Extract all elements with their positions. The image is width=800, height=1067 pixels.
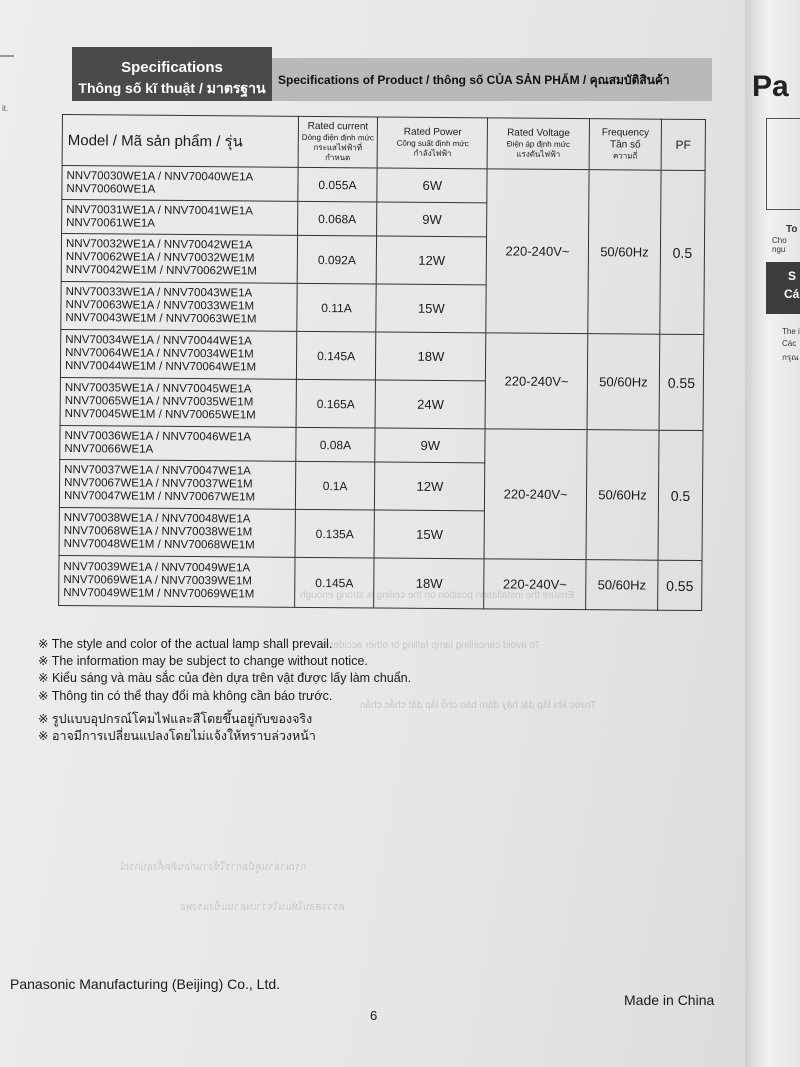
voltage-cell: 220-240V~	[486, 169, 589, 334]
side-text: Cho ngu	[772, 236, 787, 254]
current-cell: 0.092A	[297, 235, 377, 284]
model-cell: NNV70035WE1A / NNV70045WE1A NNV70065WE1A / NNV70035WE1M NNV70045WE1M / NNV70065WE1M	[60, 377, 296, 427]
brand-fragment: Pa	[752, 70, 789, 103]
power-cell: 18W	[374, 558, 484, 609]
table-header-row	[62, 115, 705, 171]
adjacent-box	[766, 118, 800, 210]
side-text: Cá	[784, 287, 800, 301]
country-of-origin: Made in China	[624, 992, 715, 1008]
table-row	[60, 425, 703, 464]
section-title-block	[72, 47, 272, 101]
side-text: The i	[782, 327, 800, 336]
model-cell: NNV70034WE1A / NNV70044WE1A NNV70064WE1A / NNV70034WE1M NNV70044WE1M / NNV70064WE1M	[60, 329, 296, 379]
model-cell: NNV70038WE1A / NNV70048WE1A NNV70068WE1A / NNV70038WE1M NNV70048WE1M / NNV70068WE1M	[59, 507, 295, 557]
model-cell: NNV70036WE1A / NNV70046WE1A NNV70066WE1A	[60, 425, 296, 461]
model-cell: NNV70033WE1A / NNV70043WE1A NNV70063WE1A / NNV70033WE1M NNV70043WE1M / NNV70063WE1M	[61, 281, 297, 331]
side-text: To	[786, 224, 798, 235]
model-cell: NNV70030WE1A / NNV70040WE1A NNV70060WE1A	[62, 166, 298, 202]
table-row	[62, 166, 705, 205]
current-cell: 0.145A	[296, 331, 376, 380]
side-text: กรุณ	[782, 353, 799, 362]
note: ※ Thông tin có thể thay đổi mà không cần báo trước.	[38, 688, 333, 703]
power-cell: 18W	[376, 332, 486, 381]
voltage-cell: 220-240V~	[484, 559, 586, 610]
power-cell: 9W	[375, 428, 485, 463]
frequency-cell: 50/60Hz	[588, 170, 661, 335]
pf-cell: 0.5	[660, 170, 705, 334]
power-cell: 9W	[377, 202, 487, 237]
col-model: Model / Mã sản phẩm / รุ่น	[62, 115, 298, 168]
bleed-through: ตรวจสอบให้แน่ใจว่าเพดานแข็งแรงพอ	[180, 902, 345, 913]
pf-cell: 0.55	[658, 560, 702, 610]
spec-table	[58, 114, 706, 611]
frequency-cell: 50/60Hz	[586, 430, 659, 561]
current-cell: 0.068A	[297, 201, 377, 236]
note: ※ อาจมีการเปลี่ยนแปลงโดยไม่แจ้งให้ทราบล่วงหน้า	[38, 729, 316, 744]
subtitle-band	[272, 58, 712, 101]
current-cell: 0.11A	[296, 283, 376, 332]
col-power: Rated Power Công suất định mức กำลังไฟฟ้า	[378, 117, 488, 169]
left-edge-fragment: it.	[2, 104, 9, 113]
current-cell: 0.135A	[295, 509, 375, 558]
col-voltage: Rated Voltage Điện áp định mức แรงดันไฟฟ้า	[487, 118, 589, 170]
power-cell: 12W	[375, 462, 485, 511]
section-title-en: Specifications	[121, 59, 223, 76]
power-cell: 6W	[377, 168, 487, 203]
note: ※ Kiểu sáng và màu sắc của đèn dựa trên vật được lấy làm chuẩn.	[38, 671, 412, 686]
power-cell: 15W	[374, 510, 484, 559]
voltage-cell: 220-240V~	[485, 333, 588, 430]
side-text: Các	[782, 339, 797, 348]
col-frequency: Frequency Tần số ความถี่	[589, 119, 661, 171]
bleed-through: กรุณาอ่านคู่มือการใช้งานก่อนติดตั้งอุปกรณ์	[120, 862, 307, 873]
pf-cell: 0.55	[659, 334, 704, 430]
current-cell: 0.08A	[295, 427, 375, 462]
frequency-cell: 50/60Hz	[586, 560, 658, 611]
power-cell: 12W	[377, 236, 487, 285]
notes-list	[38, 636, 411, 745]
current-cell: 0.145A	[294, 557, 374, 608]
current-cell: 0.1A	[295, 461, 375, 510]
pf-cell: 0.5	[658, 430, 703, 560]
manufacturer: Panasonic Manufacturing (Beijing) Co., Ltd.	[10, 976, 281, 992]
bleed-through: Ensure the installation position on the ceiling is strong enough	[300, 590, 575, 601]
col-current: Rated current Dòng điện định mức กระแสไฟฟ้าที่กำหนด	[298, 116, 378, 168]
current-cell: 0.165A	[296, 379, 376, 428]
model-cell: NNV70039WE1A / NNV70049WE1A NNV70069WE1A / NNV70039WE1M NNV70049WE1M / NNV70069WE1M	[59, 555, 295, 607]
frequency-cell: 50/60Hz	[587, 334, 660, 431]
section-title-local: Thông số kĩ thuật / มาตรฐาน	[78, 80, 266, 96]
model-cell: NNV70037WE1A / NNV70047WE1A NNV70067WE1A / NNV70037WE1M NNV70047WE1M / NNV70067WE1M	[59, 459, 295, 509]
subtitle: Specifications of Product / thông số CỦA SẢN PHẨM / คุณสมบัติสินค้า	[278, 73, 670, 87]
page-number: 6	[370, 1008, 378, 1023]
table-row	[59, 555, 702, 610]
current-cell: 0.055A	[297, 167, 377, 202]
note: ※ รูปแบบอุปกรณ์โคมไฟและสีโดยขึ้นอยู่กับของจริง	[38, 711, 313, 726]
power-cell: 24W	[376, 380, 486, 429]
bleed-through: To avoid cancelling lamp falling or other accidents	[320, 640, 541, 651]
table-row	[60, 329, 703, 382]
note: ※ The information may be subject to change without notice.	[38, 654, 368, 669]
model-cell: NNV70032WE1A / NNV70042WE1A NNV70062WE1A / NNV70032WE1M NNV70042WE1M / NNV70062WE1M	[61, 234, 297, 284]
col-pf: PF	[661, 119, 705, 170]
voltage-cell: 220-240V~	[484, 429, 587, 560]
bleed-through: Trước khi lắp đặt hãy đảm bảo chỗ lắp đặt chắc chắn	[360, 700, 597, 711]
page-edge-line	[0, 55, 14, 57]
note: ※ The style and color of the actual lamp shall prevail.	[38, 637, 333, 651]
model-cell: NNV70031WE1A / NNV70041WE1A NNV70061WE1A	[62, 200, 298, 236]
power-cell: 15W	[376, 284, 486, 333]
side-text: S	[788, 269, 797, 283]
